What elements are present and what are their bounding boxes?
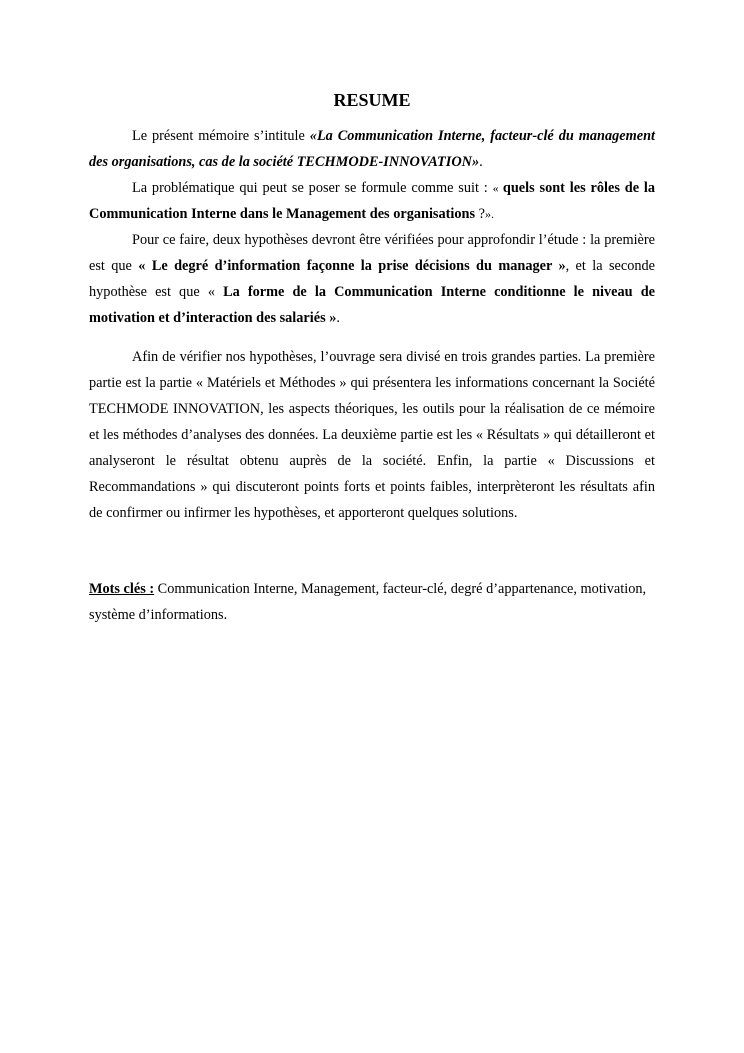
p3-hypothesis-2: La forme de la Communication Interne conditionne le niveau de motivation et d’interaction des salariés » (89, 284, 656, 326)
p2-lead: La problématique qui peut se poser se formule comme suit : (132, 180, 493, 196)
p1-title-rest: Communication Interne, facteur-clé du management des organisations, cas de la société TECHMODE-INNOVATION (89, 128, 656, 170)
page-title: RESUME (333, 90, 411, 110)
p2-quote-close: » (484, 207, 491, 221)
p1-title-close: » (472, 154, 480, 170)
p1-end: . (479, 154, 483, 170)
p3-mid: , et la seconde hypothèse est que (89, 258, 655, 300)
paragraph-hypotheses (89, 227, 655, 331)
keywords-text: Communication Interne, Management, facteur-clé, degré d’appartenance, motivation, système d’informations. (89, 581, 647, 623)
p3-end: . (336, 310, 340, 326)
paragraph-problematique (89, 175, 655, 227)
p3-hypothesis-1: « Le degré d’information façonne la prise décisions du manager » (138, 258, 566, 274)
keywords-label: Mots clés : (89, 581, 155, 597)
p1-title-la: La (316, 128, 333, 144)
p3-lead: Pour ce faire, deux hypothèses devront être vérifiées pour approfondir l’étude : la première est que (89, 232, 655, 274)
paragraph-plan: Afin de vérifier nos hypothèses, l’ouvrage sera divisé en trois grandes parties. La première partie est la partie « Matériels et Méthodes » qui présentera les informations concernant la Société TECHMODE INNOVATION, les aspects théoriques, les outils pour la réalisation de ce mémoire et les méthodes d’analyses des données. La deuxième partie est les « Résultats » qui détailleront et analyseront le résultat obtenu auprès de la société. Enfin, la partie « Discussions et Recommandations » qui discuteront points forts et points faibles, interprèteront les résultats afin de confirmer ou infirmer les hypothèses, et apporteront quelques solutions. (89, 349, 655, 521)
p3-hypothesis-2-open: « (207, 284, 224, 300)
p2-quote-open: « (492, 181, 503, 195)
p2-question-mark: ? (475, 206, 485, 222)
paragraph-memoire-title (89, 123, 655, 175)
p2-end: . (490, 207, 494, 221)
p1-title-open: « (309, 128, 317, 144)
p1-lead: Le présent mémoire s’intitule (132, 128, 310, 144)
keywords-paragraph (89, 576, 655, 628)
p2-question: quels sont les rôles de la Communication Interne dans le Management des organisations (89, 180, 656, 222)
